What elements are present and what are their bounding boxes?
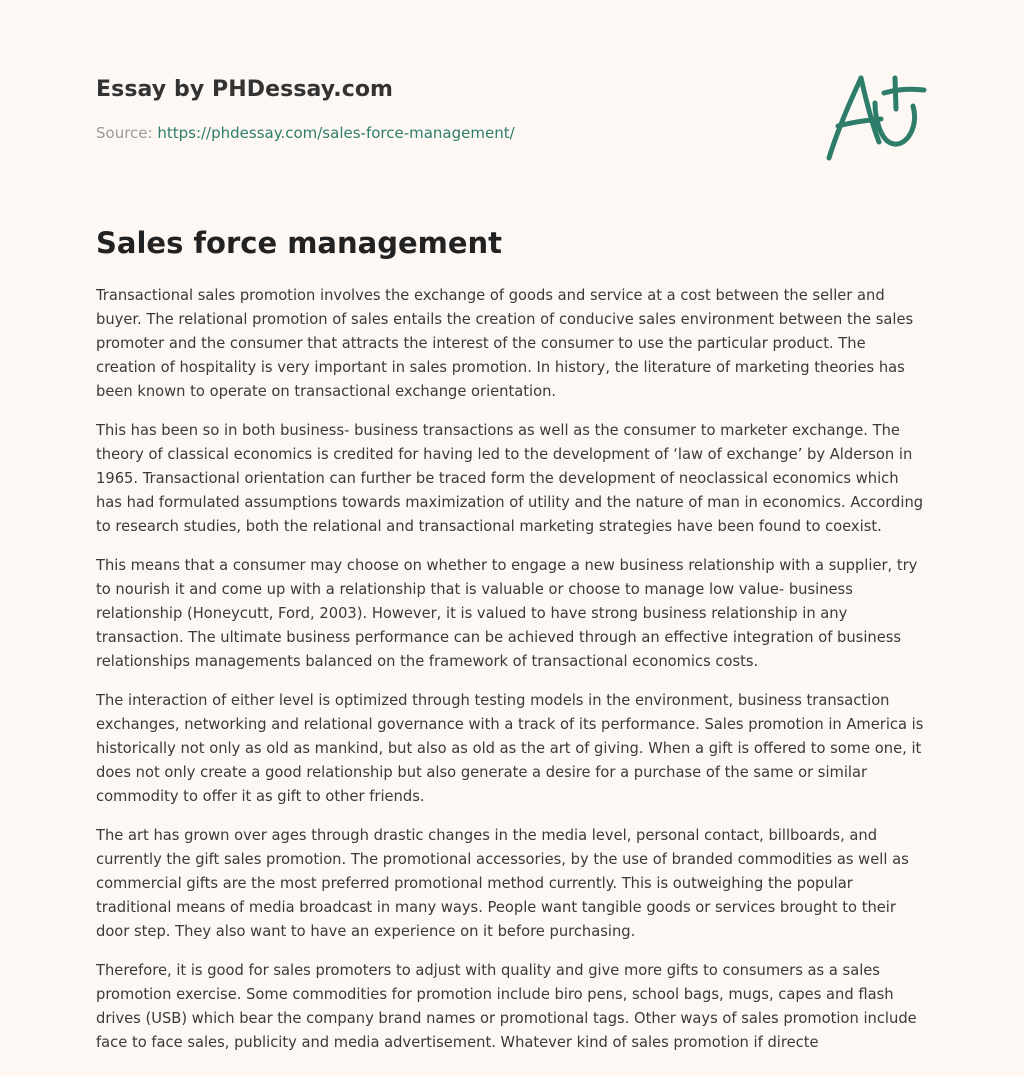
essay-body xyxy=(96,284,928,1064)
essay-paragraph: The interaction of either level is optimized through testing models in the environment, business transaction exchanges, networking and relational governance with a track of its performance. Sales promotion in America is historically not only as old as mankind, but also as old as the art of giving. When a gift is offered to some one, it does not only create a good relationship but also generate a desire for a purchase of the same or similar commodity to offer it as gift to other friends. xyxy=(96,692,924,805)
a-plus-logo xyxy=(823,70,927,164)
source-link[interactable]: https://phdessay.com/sales-force-management/ xyxy=(157,124,515,142)
source-label: Source: xyxy=(96,124,158,142)
essay-paragraph: Transactional sales promotion involves the exchange of goods and service at a cost between the seller and buyer. The relational promotion of sales entails the creation of conducive sales environment between the sales promoter and the consumer that attracts the interest of the consumer to use the particular product. The creation of hospitality is very important in sales promotion. In history, the literature of marketing theories has been known to operate on transactional exchange orientation. xyxy=(96,287,914,400)
essay-paragraph: This means that a consumer may choose on whether to engage a new business relationship with a supplier, try to nourish it and come up with a relationship that is valuable or choose to manage low value- business relationship (Honeycutt, Ford, 2003). However, it is valued to have strong business relationship in any transaction. The ultimate business performance can be achieved through an effective integration of business relationships managements balanced on the framework of transactional economics costs. xyxy=(96,557,918,670)
essay-paragraph: The art has grown over ages through drastic changes in the media level, personal contact, billboards, and currently the gift sales promotion. The promotional accessories, by the use of branded commodities as well as commercial gifts are the most preferred promotional method currently. This is outweighing the popular traditional means of media broadcast in many ways. People want tangible goods or services brought to their door step. They also want to have an experience on it before purchasing. xyxy=(96,827,909,940)
site-title: Essay by PHDessay.com xyxy=(96,77,394,102)
essay-paragraph: Therefore, it is good for sales promoters to adjust with quality and give more gifts to consumers as a sales promotion exercise. Some commodities for promotion include biro pens, school bags, mugs, capes and flash drives (USB) which bear the company brand names or promotional tags. Other ways of sales promotion include face to face sales, publicity and media advertisement. Whatever kind of sales promotion if directe xyxy=(96,962,917,1051)
essay-paragraph: This has been so in both business- business transactions as well as the consumer to marketer exchange. The theory of classical economics is credited for having led to the development of ‘law of exchange’ by Alderson in 1965. Transactional orientation can further be traced form the development of neoclassical economics which has had formulated assumptions towards maximization of utility and the nature of man in economics. According to research studies, both the relational and transactional marketing strategies have been found to coexist. xyxy=(96,422,924,535)
source-line xyxy=(96,124,515,142)
essay-title: Sales force management xyxy=(96,226,503,260)
